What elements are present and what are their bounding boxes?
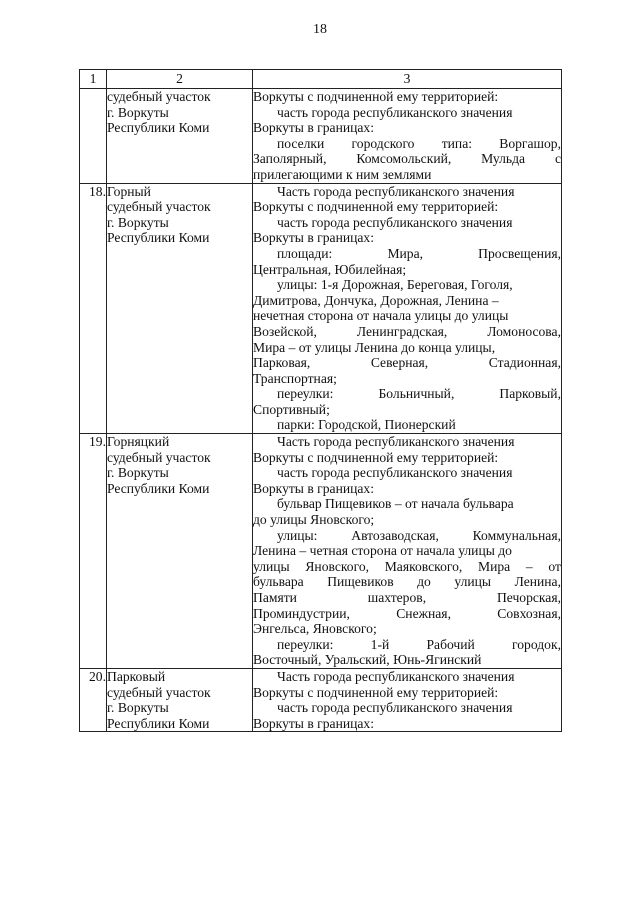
word: бульвара bbox=[253, 574, 304, 590]
description-line: Транспортная; bbox=[253, 370, 337, 386]
court-name-line: Парковый bbox=[107, 668, 166, 684]
word: Комсомольский, bbox=[356, 151, 452, 167]
word: Заполярный, bbox=[253, 151, 327, 167]
court-districts-table bbox=[79, 69, 562, 732]
court-name-line: Республики Коми bbox=[107, 230, 210, 246]
word: Возейской, bbox=[253, 323, 317, 339]
word: 1-й bbox=[370, 636, 390, 652]
word: Парковая, bbox=[253, 355, 311, 371]
description-line: Центральная, Юбилейная; bbox=[253, 261, 407, 277]
row-number: 18. bbox=[80, 183, 107, 434]
header-row bbox=[80, 70, 562, 89]
word: улицы: bbox=[277, 527, 318, 543]
court-name-line: Республики Коми bbox=[107, 480, 210, 496]
word: поселки bbox=[277, 135, 325, 151]
word: Снежная, bbox=[396, 605, 451, 621]
word: до bbox=[417, 574, 431, 590]
word: Ленина, bbox=[514, 574, 561, 590]
description-line: Мира – от улицы Ленина до конца улицы, bbox=[253, 339, 496, 355]
word: переулки: bbox=[277, 636, 334, 652]
word: городок, bbox=[512, 636, 561, 652]
description-line bbox=[253, 574, 561, 590]
description-line: Димитрова, Дончука, Дорожная, Ленина – bbox=[253, 292, 499, 308]
word: Северная, bbox=[370, 355, 429, 371]
description-line: Воркуты с подчиненной ему территорией: bbox=[253, 89, 499, 104]
page-number: 18 bbox=[313, 22, 327, 37]
court-name bbox=[107, 434, 253, 669]
word: Мульда bbox=[481, 151, 526, 167]
row-number: 20. bbox=[80, 668, 107, 731]
description-line bbox=[253, 590, 561, 606]
word: Проминдустрии, bbox=[253, 605, 350, 621]
column-header-3: 3 bbox=[253, 70, 562, 89]
territory-description bbox=[253, 89, 562, 184]
row-number bbox=[80, 89, 107, 184]
court-name-line: г. Воркуты bbox=[107, 214, 169, 230]
territory-description bbox=[253, 434, 562, 669]
description-line bbox=[253, 324, 561, 340]
territory-description bbox=[253, 668, 562, 731]
description-line bbox=[253, 355, 561, 371]
description-line: Ленина – четная сторона от начала улицы до bbox=[253, 543, 512, 559]
word: Парковый, bbox=[499, 386, 561, 402]
word: Ломоносова, bbox=[487, 323, 561, 339]
court-name-line: судебный участок bbox=[107, 89, 211, 104]
description-line bbox=[253, 559, 561, 575]
description-line: часть города республиканского значения bbox=[277, 465, 513, 481]
word: Яновского, bbox=[305, 558, 370, 574]
description-line: Воркуты в границах: bbox=[253, 120, 374, 136]
court-name-line: г. Воркуты bbox=[107, 465, 169, 481]
word: Пищевиков bbox=[327, 574, 394, 590]
table-row bbox=[80, 668, 562, 731]
word: Совхозная, bbox=[497, 605, 561, 621]
word: типа: bbox=[441, 135, 473, 151]
word: городского bbox=[351, 135, 415, 151]
description-line: часть города республиканского значения bbox=[277, 104, 513, 120]
word: Ленинградская, bbox=[356, 323, 448, 339]
description-line bbox=[253, 386, 561, 402]
description-line: улицы: 1-я Дорожная, Береговая, Гоголя, bbox=[277, 277, 513, 293]
word: – bbox=[525, 558, 533, 574]
description-line: Спортивный; bbox=[253, 401, 330, 417]
word: улицы bbox=[454, 574, 492, 590]
description-line bbox=[253, 637, 561, 653]
description-line bbox=[253, 606, 561, 622]
word: Памяти bbox=[253, 590, 297, 605]
description-line: Часть города республиканского значения bbox=[277, 183, 515, 199]
description-line: бульвар Пищевиков – от начала бульвара bbox=[277, 496, 514, 512]
court-name-line: г. Воркуты bbox=[107, 104, 169, 120]
description-line: Воркуты с подчиненной ему территорией: bbox=[253, 199, 499, 215]
description-line bbox=[253, 246, 561, 262]
description-line: Воркуты в границах: bbox=[253, 715, 374, 731]
court-name-line: Республики Коми bbox=[107, 120, 210, 136]
table-row bbox=[80, 183, 562, 434]
description-line: Часть города республиканского значения bbox=[277, 434, 515, 450]
court-name-line: судебный участок bbox=[107, 449, 211, 465]
word: с bbox=[554, 151, 561, 167]
description-line: Воркуты в границах: bbox=[253, 480, 374, 496]
word: Автозаводская, bbox=[351, 527, 439, 543]
description-line: Восточный, Уральский, Юнь-Ягинский bbox=[253, 652, 482, 668]
table-row bbox=[80, 89, 562, 184]
description-line: до улицы Яновского; bbox=[253, 512, 375, 528]
column-header-1: 1 bbox=[80, 70, 107, 89]
description-line: часть города республиканского значения bbox=[277, 214, 513, 230]
description-line: прилегающими к ним землями bbox=[253, 166, 432, 182]
word: Мира bbox=[478, 558, 511, 574]
court-name-line: Горный bbox=[107, 183, 151, 199]
description-line bbox=[253, 151, 561, 167]
court-name-line: г. Воркуты bbox=[107, 700, 169, 716]
court-name-line: судебный участок bbox=[107, 199, 211, 215]
word: шахтеров, bbox=[367, 590, 427, 605]
word: от bbox=[548, 558, 561, 574]
court-name bbox=[107, 89, 253, 184]
court-name bbox=[107, 668, 253, 731]
court-name-line: Горняцкий bbox=[107, 434, 170, 450]
word: Маяковского, bbox=[384, 558, 463, 574]
word: Больничный, bbox=[378, 386, 455, 402]
description-line: Энгельса, Яновского; bbox=[253, 621, 377, 637]
description-line: Воркуты с подчиненной ему территорией: bbox=[253, 449, 499, 465]
word: Коммунальная, bbox=[472, 527, 561, 543]
description-line: парки: Городской, Пионерский bbox=[277, 417, 456, 433]
word: Рабочий bbox=[426, 636, 475, 652]
description-line: Часть города республиканского значения bbox=[277, 668, 515, 684]
word: Стадионная, bbox=[488, 355, 561, 371]
description-line: часть города республиканского значения bbox=[277, 700, 513, 716]
word: Воргашор, bbox=[499, 135, 561, 151]
table-row bbox=[80, 434, 562, 669]
court-name-line: судебный участок bbox=[107, 684, 211, 700]
word: улицы bbox=[253, 558, 290, 574]
column-header-2: 2 bbox=[107, 70, 253, 89]
word: площади: bbox=[277, 245, 333, 261]
description-line bbox=[253, 528, 561, 544]
word: Печорская, bbox=[496, 590, 561, 605]
court-name-line: Республики Коми bbox=[107, 715, 210, 731]
court-name bbox=[107, 183, 253, 434]
description-line: Воркуты в границах: bbox=[253, 230, 374, 246]
description-line: Воркуты с подчиненной ему территорией: bbox=[253, 684, 499, 700]
description-line: нечетная сторона от начала улицы до улицы bbox=[253, 308, 509, 324]
row-number: 19. bbox=[80, 434, 107, 669]
description-line bbox=[253, 136, 561, 152]
word: Просвещения, bbox=[478, 245, 561, 261]
word: Мира, bbox=[387, 245, 424, 261]
territory-description bbox=[253, 183, 562, 434]
word: переулки: bbox=[277, 386, 334, 402]
